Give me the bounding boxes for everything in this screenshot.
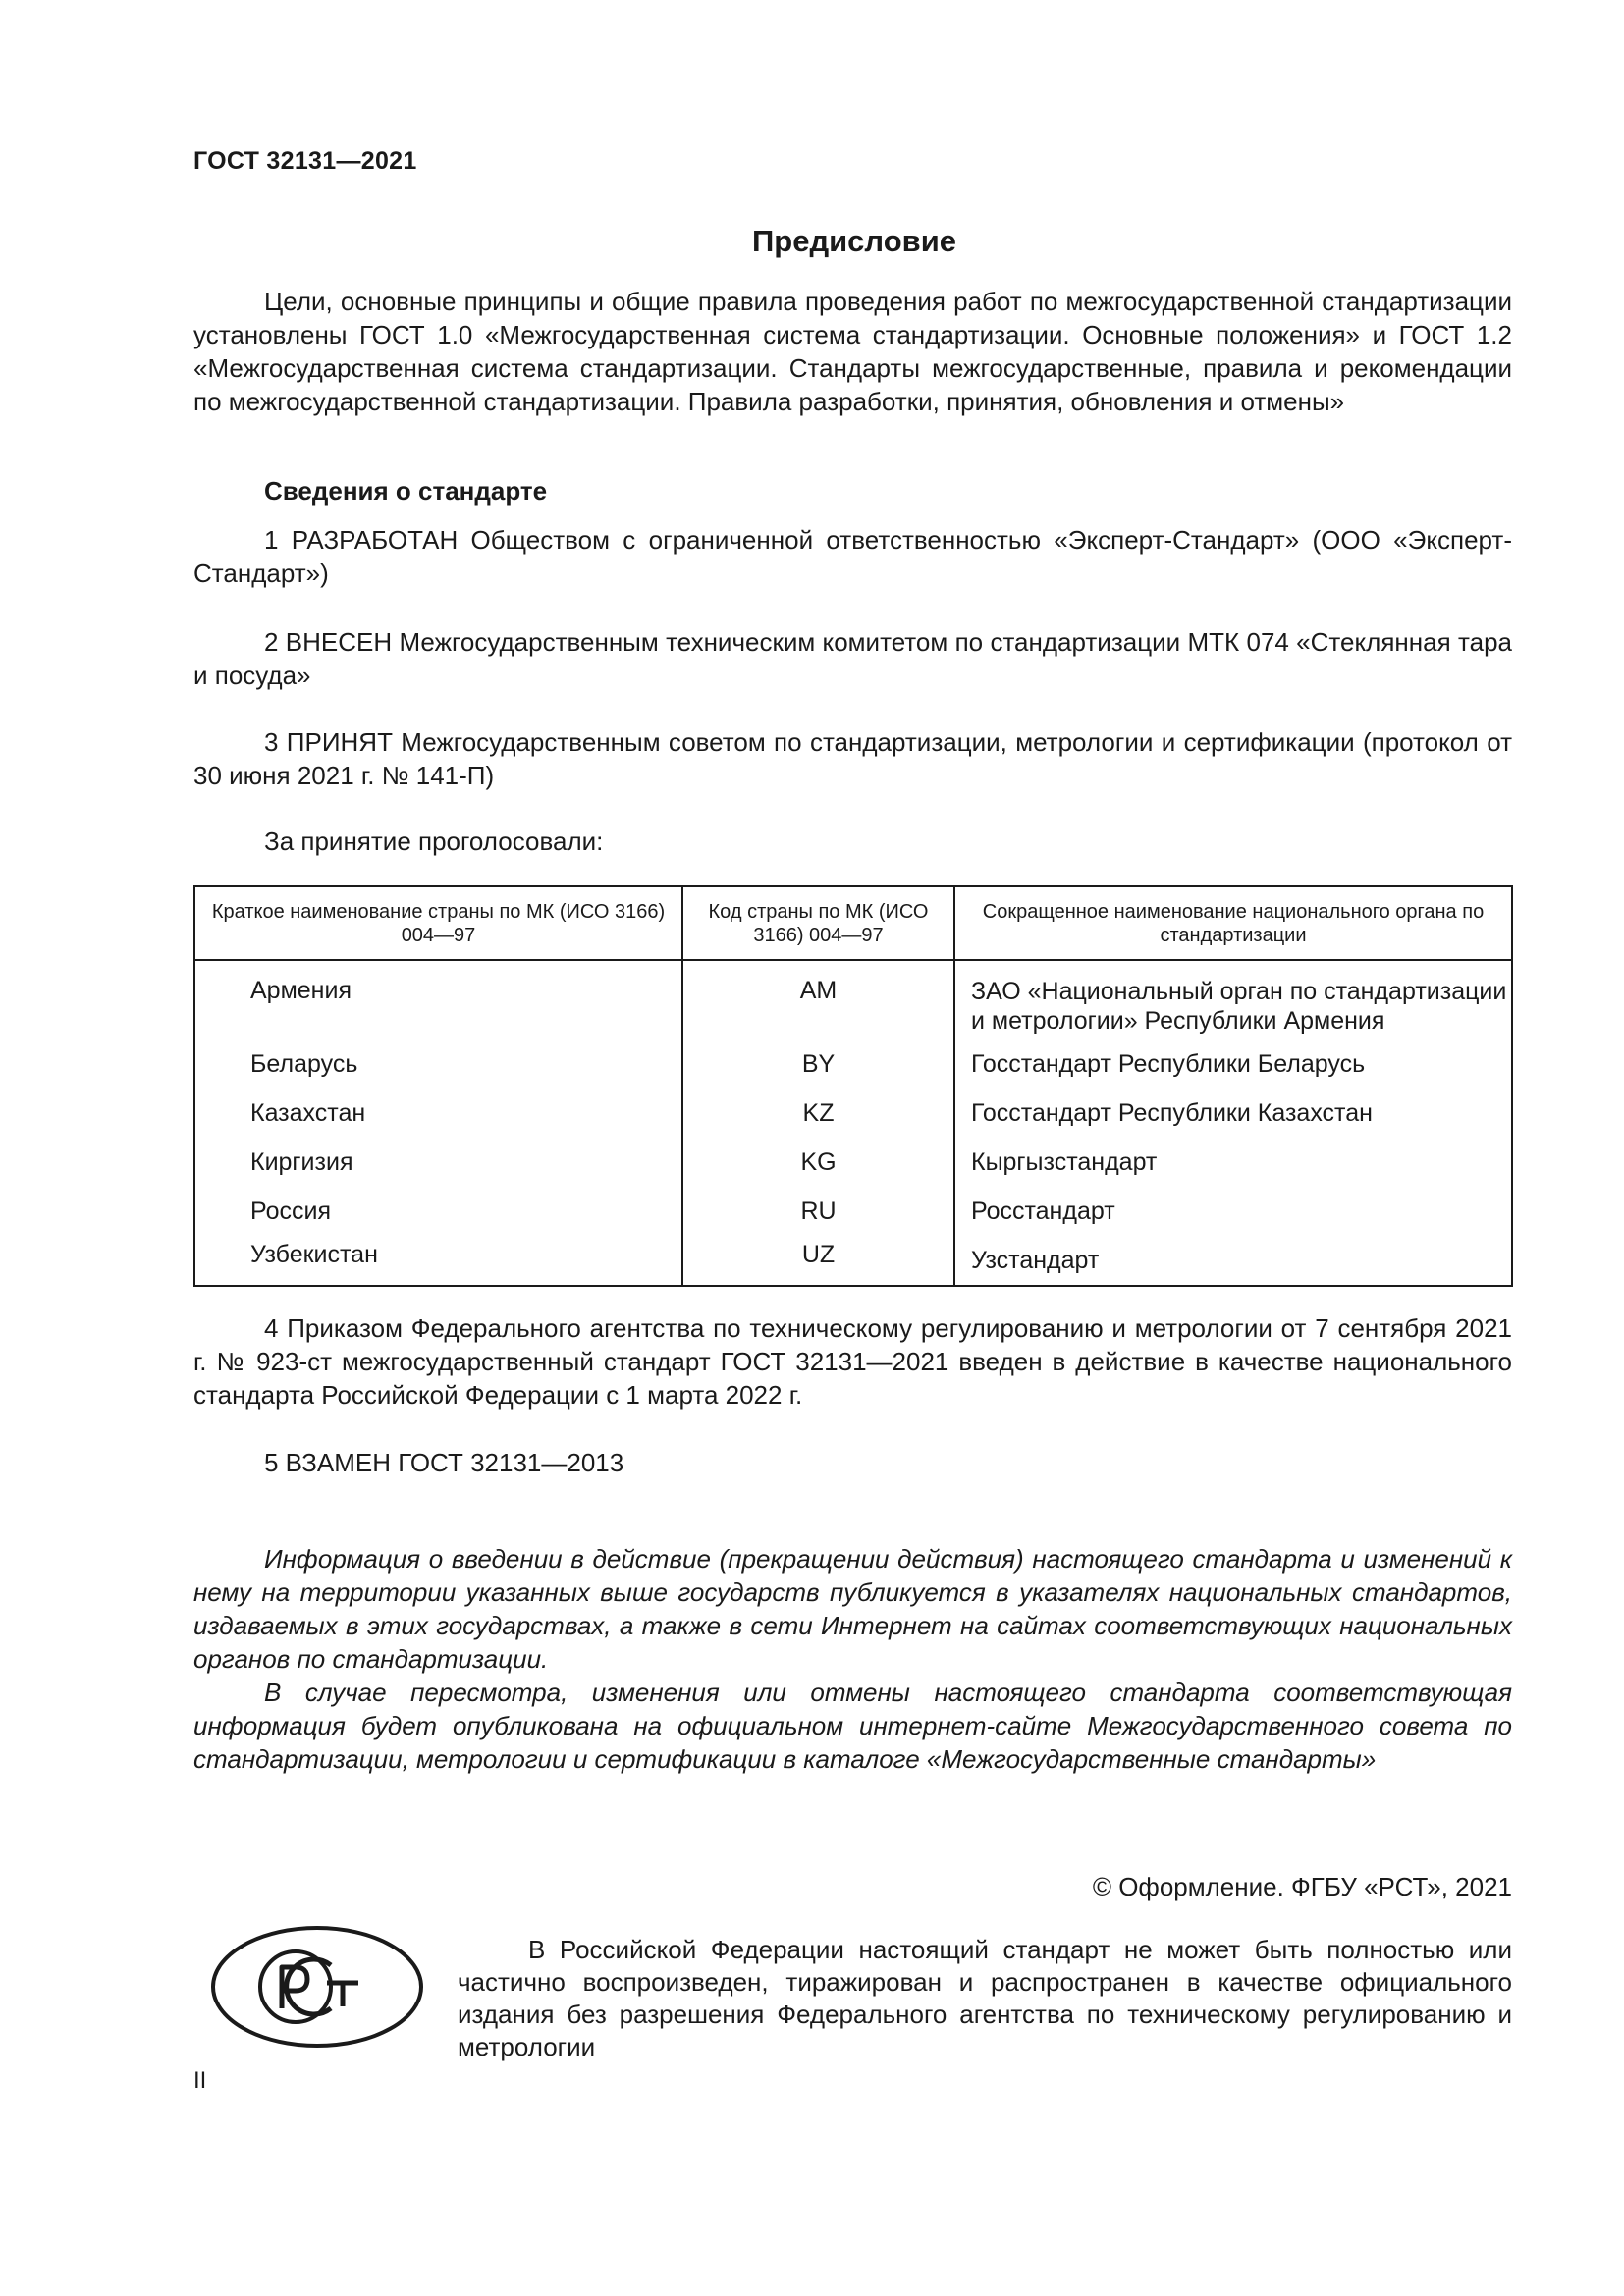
country-cell: Казахстан [194, 1089, 682, 1138]
country-cell: Беларусь [194, 1040, 682, 1089]
table-header-row [194, 886, 1512, 960]
intro-paragraph: Цели, основные принципы и общие правила проведения работ по межгосударственной стандартизации установлены ГОСТ 1.0 «Межгосударственная система стандартизации. Основные положения» и ГОСТ 1.2 «Межгосударственная система стандартизации. Стандарты межгосударственные, правила и рекомендации по межгосударственной стандартизации. Правила разработки, принятия, обновления и отмены» [193, 287, 1512, 416]
header-code: Код страны по МК (ИСО 3166) 004—97 [682, 886, 954, 960]
document-code: ГОСТ 32131—2021 [193, 147, 417, 175]
country-cell: Киргизия [194, 1138, 682, 1187]
organization-cell: Кыргызстандарт [971, 1148, 1158, 1176]
code-cell: KG [682, 1138, 954, 1187]
rst-logo-icon [211, 1926, 424, 2048]
code-cell: RU [682, 1187, 954, 1236]
page-title: Предисловие [751, 224, 956, 258]
item-adopted: 3 ПРИНЯТ Межгосударственным советом по стандартизации, метрологии и сертификации (протокол от 30 июня 2021 г. № 141-П) [193, 727, 1512, 790]
header-country: Краткое наименование страны по МК (ИСО 3166) 004—97 [194, 886, 682, 960]
item-developed: 1 РАЗРАБОТАН Обществом с ограниченной ответственностью «Эксперт-Стандарт» (ООО «Эксперт-Стандарт») [193, 525, 1512, 588]
item-order: 4 Приказом Федерального агентства по техническому регулированию и метрологии от 7 сентября 2021 г. № 923-ст межгосударственный стандарт ГОСТ 32131—2021 введен в действие в качестве национального стандарта Российской Федерации с 1 марта 2022 г. [193, 1313, 1512, 1410]
table-row [194, 960, 1512, 1040]
notice-paragraph-2: В случае пересмотра, изменения или отмены настоящего стандарта соответствующая информация будет опубликована на официальном интернет-сайте Межгосударственного совета по стандартизации, метрологии и сертификации в каталоге «Межгосударственные стандарты» [193, 1678, 1512, 1774]
country-cell: Армения [194, 960, 682, 1040]
notice-paragraph-1: Информация о введении в действие (прекращении действия) настоящего стандарта и изменений к нему на территории указанных выше государств публикуется в указателях национальных стандартов, издаваемых в этих государствах, а также в сети Интернет на сайтах соответствующих национальных органов по стандартизации. [193, 1544, 1512, 1674]
item-replaces: 5 ВЗАМЕН ГОСТ 32131—2013 [264, 1448, 624, 1477]
organization-cell: Госстандарт Республики Казахстан [971, 1099, 1373, 1127]
table-row [194, 1236, 1512, 1286]
header-organization: Сокращенное наименование национального органа по стандартизации [954, 886, 1512, 960]
rights-paragraph: В Российской Федерации настоящий стандарт не может быть полностью или частично воспроизведен, тиражирован и распространен в качестве официального издания без разрешения Федерального агентства по техническому регулированию и метрологии [458, 1935, 1512, 2061]
code-cell: KZ [682, 1089, 954, 1138]
organization-cell: Узстандарт [971, 1247, 1100, 1274]
country-cell: Узбекистан [194, 1236, 682, 1286]
table-row [194, 1187, 1512, 1236]
table-row [194, 1138, 1512, 1187]
table-row [194, 1089, 1512, 1138]
voting-table [193, 885, 1513, 1287]
item-introduced: 2 ВНЕСЕН Межгосударственным техническим комитетом по стандартизации МТК 074 «Стеклянная тара и посуда» [193, 627, 1512, 690]
country-cell: Россия [194, 1187, 682, 1236]
voted-label: За принятие проголосовали: [264, 827, 604, 856]
copyright-line: © Оформление. ФГБУ «РСТ», 2021 [1092, 1872, 1512, 1901]
code-cell: BY [682, 1040, 954, 1089]
organization-cell: ЗАО «Национальный орган по стандартизации и метрологии» Республики Армения [971, 978, 1507, 1035]
about-heading: Сведения о стандарте [264, 476, 548, 506]
organization-cell: Росстандарт [971, 1198, 1115, 1225]
code-cell: UZ [682, 1236, 954, 1286]
organization-cell: Госстандарт Республики Беларусь [971, 1050, 1366, 1078]
table-row [194, 1040, 1512, 1089]
code-cell: AM [682, 960, 954, 1040]
page-number: II [193, 2067, 207, 2094]
